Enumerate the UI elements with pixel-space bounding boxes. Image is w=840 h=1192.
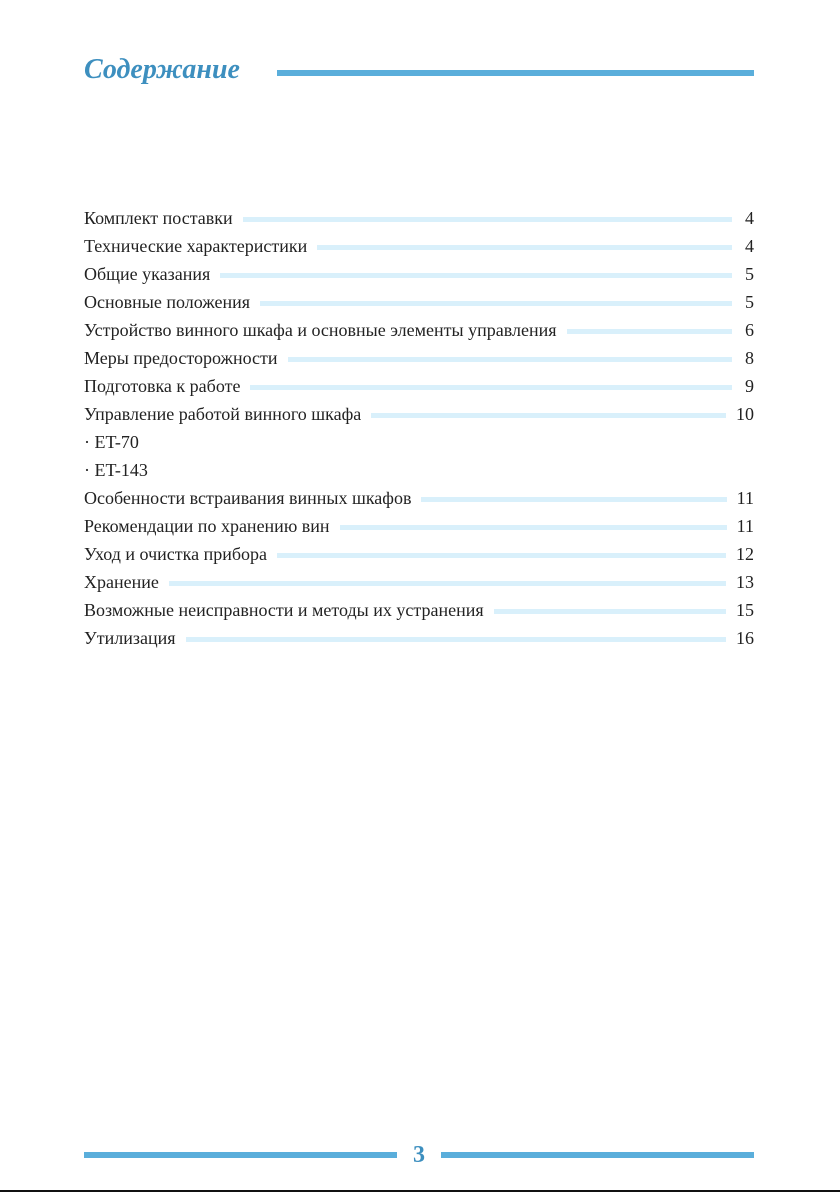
toc-entry[interactable] <box>84 232 754 260</box>
toc-entry-page: 5 <box>745 292 754 312</box>
toc-entry-page: 4 <box>745 236 754 256</box>
toc-entry-page: 6 <box>745 320 754 340</box>
toc-entry-page: 10 <box>736 404 754 424</box>
footer-rule-right <box>441 1152 754 1158</box>
toc-entry[interactable] <box>84 316 754 344</box>
toc-entry-label: Общие указания <box>84 264 211 284</box>
toc-entry-page: 11 <box>736 516 754 536</box>
toc-entry[interactable] <box>84 344 754 372</box>
toc-entry-page: 11 <box>736 488 754 508</box>
toc-entry-label: Особенности встраивания винных шкафов <box>84 488 412 508</box>
page-title: Содержание <box>84 54 240 85</box>
toc-entry-label: Рекомендации по хранению вин <box>84 516 330 536</box>
toc-entry-label: Комплект поставки <box>84 208 233 228</box>
toc-leader <box>340 525 727 530</box>
header-rule <box>277 70 754 76</box>
toc-leader <box>317 245 732 250</box>
toc-entry[interactable] <box>84 512 754 540</box>
toc-entry-label: Возможные неисправности и методы их устранения <box>84 600 484 620</box>
toc-subentry[interactable] <box>84 456 754 484</box>
toc-entry[interactable] <box>84 484 754 512</box>
toc-leader <box>260 301 732 306</box>
toc-entry-page: 16 <box>736 628 754 648</box>
toc-entry[interactable] <box>84 540 754 568</box>
toc-leader <box>186 637 726 642</box>
toc-entry[interactable] <box>84 568 754 596</box>
toc-entry[interactable] <box>84 624 754 652</box>
toc-entry-page: 12 <box>736 544 754 564</box>
footer-rule-left <box>84 1152 397 1158</box>
toc-subentry[interactable] <box>84 428 754 456</box>
toc-leader <box>494 609 726 614</box>
toc-leader <box>250 385 732 390</box>
toc-entry-page: 8 <box>745 348 754 368</box>
toc-entry-label: Хранение <box>84 572 159 592</box>
toc-entry-label: Уход и очистка прибора <box>84 544 267 564</box>
page-header <box>84 52 754 92</box>
toc-entry[interactable] <box>84 400 754 428</box>
toc-leader <box>371 413 726 418</box>
toc-subentry-label: · ET-143 <box>84 460 148 480</box>
toc-entry[interactable] <box>84 260 754 288</box>
toc-entry-label: Основные положения <box>84 292 250 312</box>
toc-entry[interactable] <box>84 288 754 316</box>
toc-entry-label: Управление работой винного шкафа <box>84 404 362 424</box>
toc-entry[interactable] <box>84 204 754 232</box>
toc-leader <box>243 217 732 222</box>
toc-subentry-label: · ET-70 <box>84 432 139 452</box>
toc-leader <box>288 357 732 362</box>
toc-entry-label: Меры предосторожности <box>84 348 278 368</box>
toc-entry-label: Устройство винного шкафа и основные элементы управления <box>84 320 557 340</box>
toc-entry[interactable] <box>84 372 754 400</box>
toc-leader <box>421 497 726 502</box>
toc-entry[interactable] <box>84 596 754 624</box>
page-footer <box>84 1138 754 1172</box>
toc-entry-label: Подготовка к работе <box>84 376 241 396</box>
toc-entry-page: 4 <box>745 208 754 228</box>
toc-entry-page: 13 <box>736 572 754 592</box>
page-number: 3 <box>413 1142 425 1168</box>
toc-leader <box>169 581 726 586</box>
toc-leader <box>277 553 726 558</box>
toc-leader <box>220 273 732 278</box>
toc-entry-page: 15 <box>736 600 754 620</box>
toc-entry-page: 5 <box>745 264 754 284</box>
toc-entry-page: 9 <box>745 376 754 396</box>
toc-entry-label: Утилизация <box>84 628 176 648</box>
table-of-contents <box>84 204 754 652</box>
toc-entry-label: Технические характеристики <box>84 236 308 256</box>
toc-leader <box>567 329 733 334</box>
